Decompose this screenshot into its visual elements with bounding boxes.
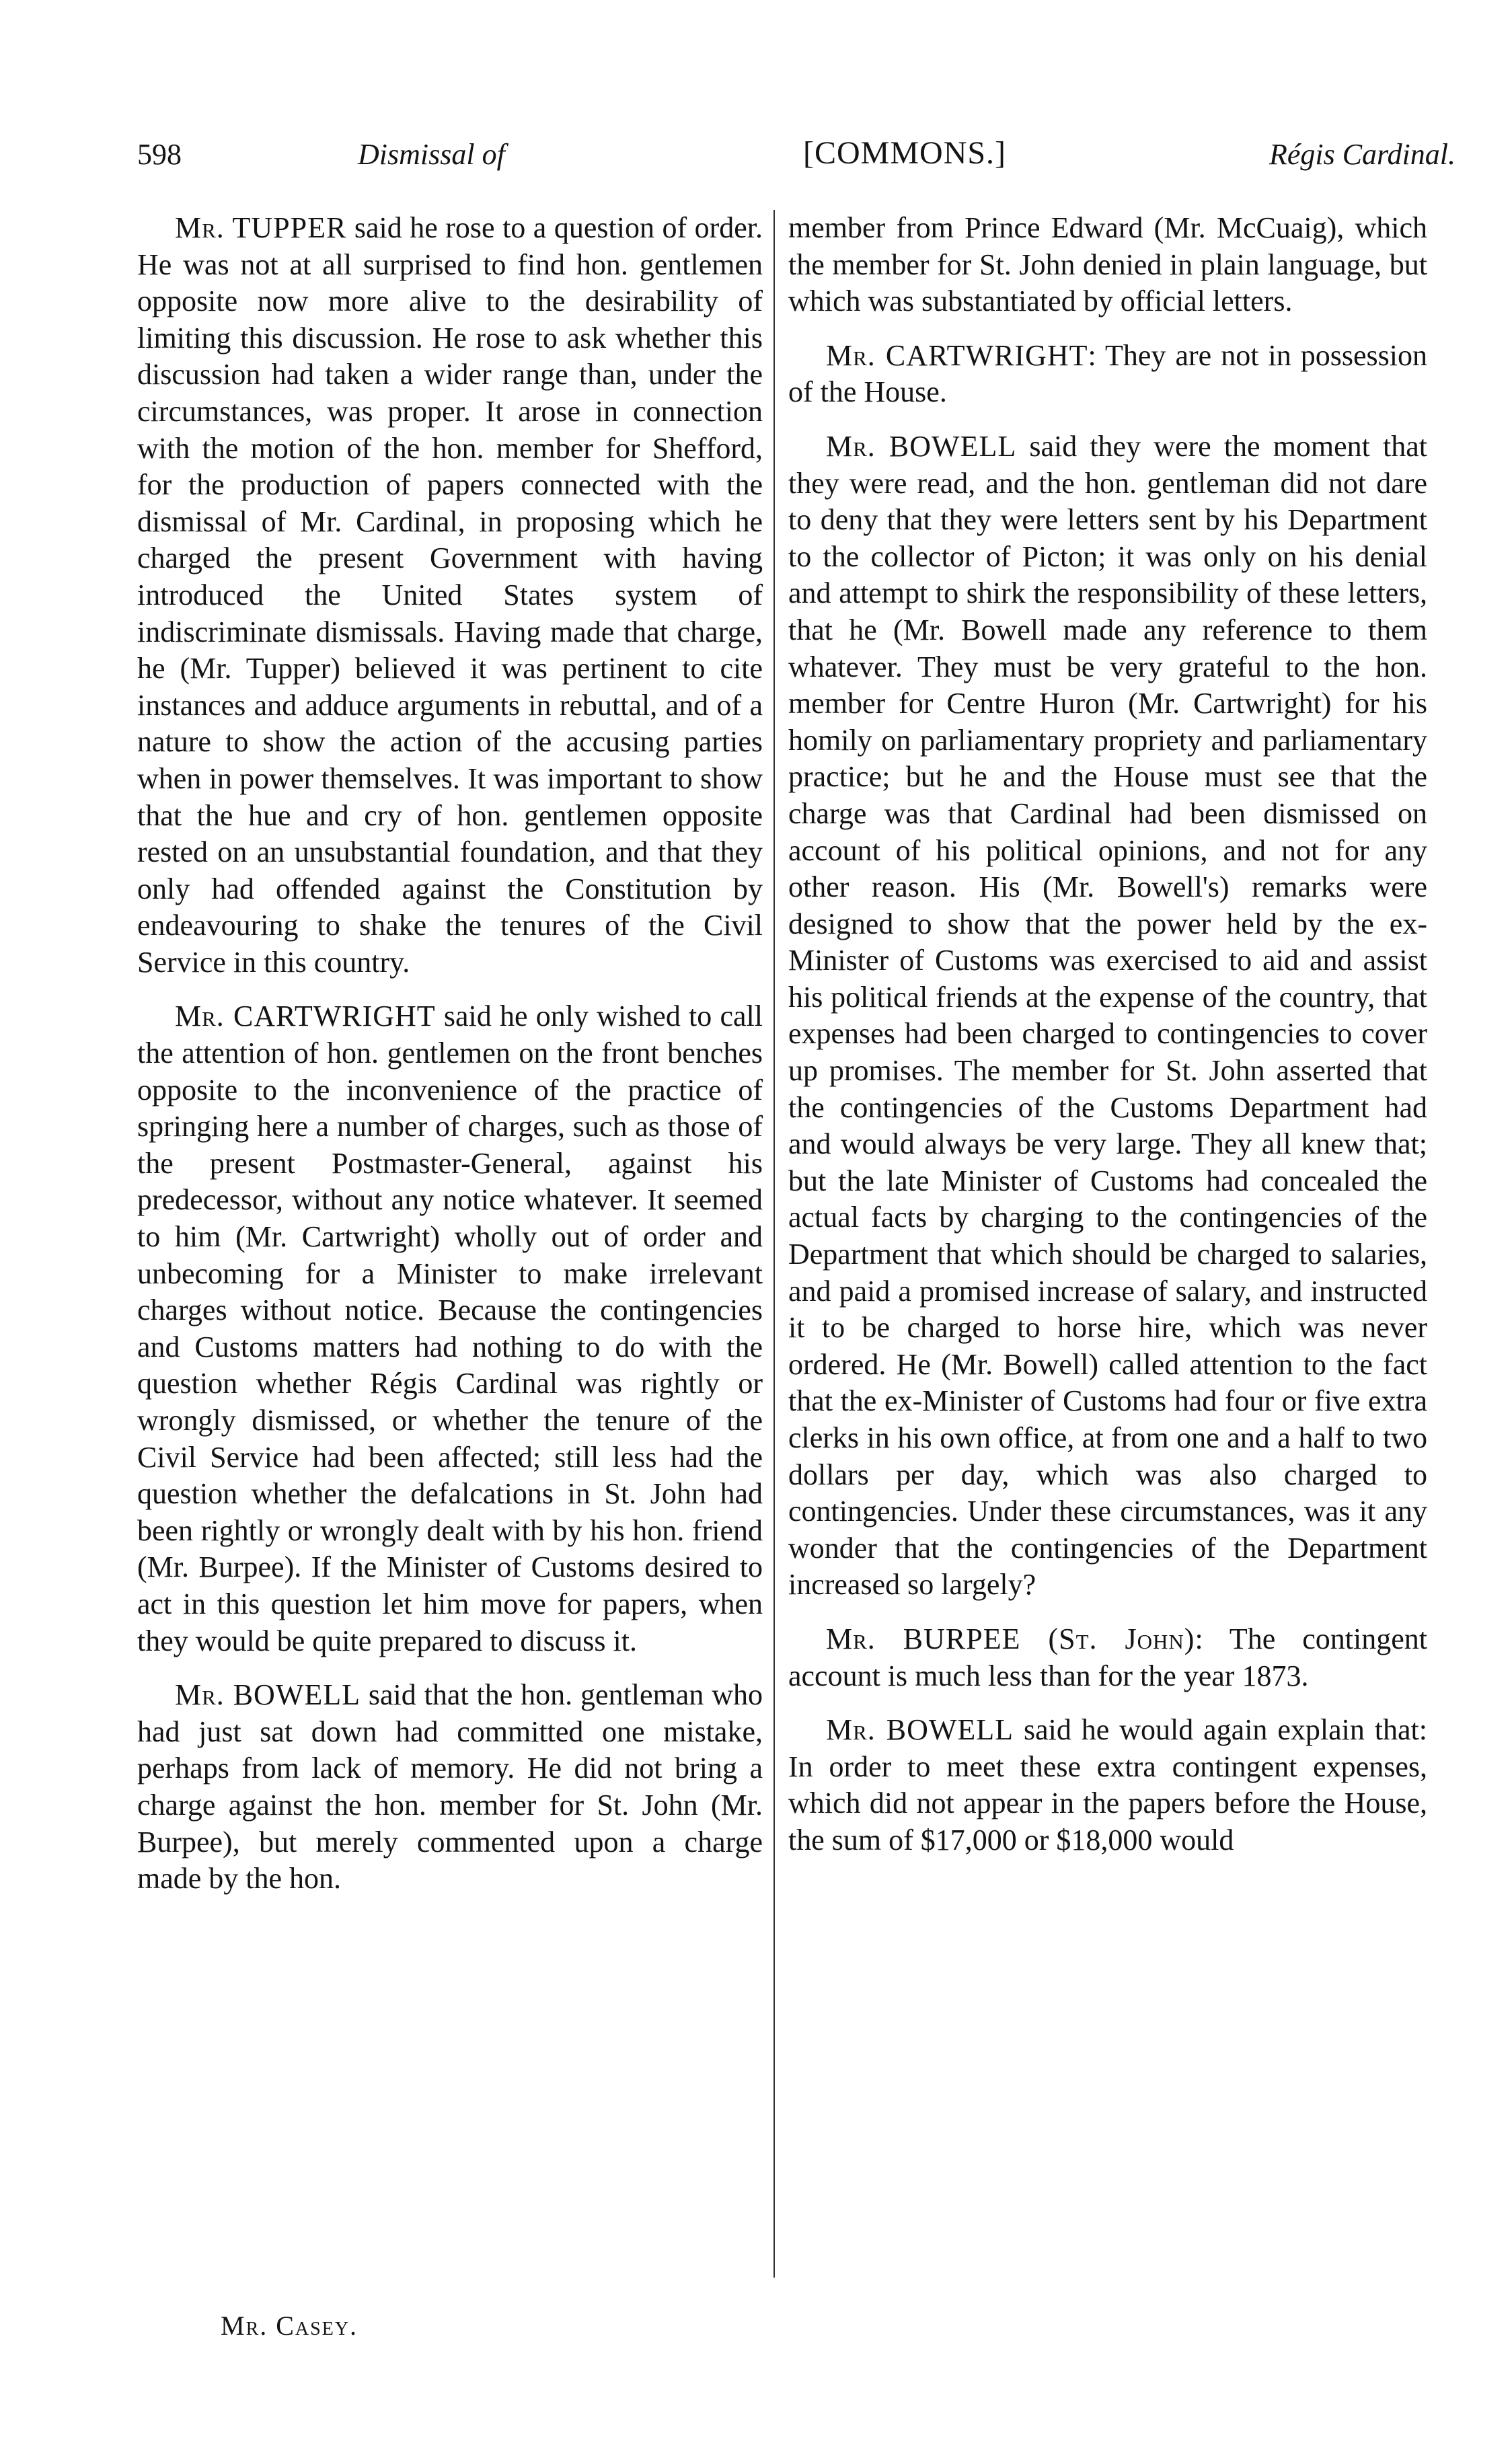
speaker-name: Mr. BOWELL: [826, 1713, 1014, 1747]
paragraph-text: said he only wished to call the attention of hon. gentlemen on the front benches opposite to the inconvenience of the practice of springing here a number of charges, such as those of the present Postmaster-General, against his predecessor, without any notice whatever. It seemed to him (Mr. Cartwright) wholly out of order and unbecoming for a Minister to make irrelevant charges without notice. Because the contingencies and Customs matters had nothing to do with the question whether Régis Cardinal was rightly or wrongly dismissed, or whether the tenure of the Civil Service had been affected; still less had the question whether the defalcations in St. John had been rightly or wrongly dealt with by his hon. friend (Mr. Burpee). If the Minister of Customs desired to act in this question let him move for papers, when they would be quite prepared to discuss it.: [137, 1000, 763, 1657]
page-header: [137, 132, 1456, 179]
speaker-name: Mr. CARTWRIGHT: [826, 338, 1088, 372]
running-title-center: [COMMONS.]: [803, 135, 1007, 171]
paragraph-cartwright: [788, 338, 1427, 411]
paragraph-cartwright: [137, 998, 763, 1659]
paragraph-bowell: [788, 428, 1427, 1604]
paragraph-text: said he rose to a question of order. He was not at all surprised to find hon. gentlemen opposite now more alive to the desirability of limiting this discussion. He rose to ask whether this discussion had taken a wider range than, under the circumstances, was proper. It arose in connection with the motion of the hon. member for Shefford, for the production of papers connected with the dismissal of Mr. Cardinal, in proposing which he charged the present Government with having introduced the United States system of indiscriminate dismissals. Having made that charge, he (Mr. Tupper) believed it was pertinent to cite instances and adduce arguments in rebuttal, and of a nature to show the action of the accusing parties when in power themselves. It was important to show that the hue and cry of hon. gentlemen opposite rested on an unsubstantial foundation, and that they only had offended against the Constitution by endeavouring to shake the tenures of the Civil Service in this country.: [137, 211, 763, 979]
speaker-name: Mr. BURPEE (St. John): [826, 1622, 1195, 1655]
paragraph-text: : They are not in possession of the House.: [788, 338, 1427, 409]
speaker-name: Mr. CARTWRIGHT: [175, 1000, 436, 1033]
page-number: 598: [137, 138, 182, 171]
paragraph-text: said he would again explain that: In order to meet these extra contingent expenses, which did not appear in the papers before the House, the sum of $17,000 or $18,000 would: [788, 1713, 1427, 1856]
paragraph-burpee: [788, 1621, 1427, 1694]
paragraph-tupper: [137, 210, 763, 981]
paragraph-bowell: [137, 1677, 763, 1898]
paragraph-text: member from Prince Edward (Mr. McCuaig), which the member for St. John denied in plain language, but which was substantiated by official letters.: [788, 211, 1427, 318]
running-title-left: Dismissal of: [358, 138, 505, 171]
left-column: [137, 210, 763, 1915]
speaker-name: Mr. TUPPER: [175, 211, 347, 244]
running-title-right: Régis Cardinal.: [1269, 138, 1456, 171]
paragraph-text: said that the hon. gentleman who had just sat down had committed one mistake, perhaps from lack of memory. He did not bring a charge against the hon. member for St. John (Mr. Burpee), but merely commented upon a charge made by the hon.: [137, 1678, 763, 1896]
paragraph-bowell: [788, 1712, 1427, 1859]
speaker-name: Mr. BOWELL: [175, 1678, 361, 1712]
paragraph-continued: [788, 210, 1427, 320]
catchword: Mr. Casey.: [221, 2311, 358, 2341]
column-divider: [773, 210, 775, 2278]
paragraph-text: : The contingent account is much less than for the year 1873.: [788, 1622, 1427, 1692]
right-column: [788, 210, 1427, 1877]
paragraph-text: said they were the moment that they were read, and the hon. gentleman did not dare to deny that they were letters sent by his Department to the collector of Picton; it was only on his denial and attempt to shirk the responsibility of these letters, that he (Mr. Bowell made any reference to them whatever. They must be very grateful to the hon. member for Centre Huron (Mr. Cartwright) for his homily on parliamentary propriety and parliamentary practice; but he and the House must see that the charge was that Cardinal had been dismissed on account of his political opinions, and not for any other reason. His (Mr. Bowell's) remarks were designed to show that the power held by the ex-Minister of Customs was exercised to aid and assist his political friends at the expense of the country, that expenses had been charged to contingencies to cover up promises. The member for St. John asserted that the contingencies of the Customs Department had and would always be very large. They all knew that; but the late Minister of Customs had concealed the actual facts by charging to the contingencies of the Department that which should be charged to salaries, and paid a promised increase of salary, and instructed it to be charged to horse hire, which was never ordered. He (Mr. Bowell) called attention to the fact that the ex-Minister of Customs had four or five extra clerks in his own office, at from one and a half to two dollars per day, which was also charged to contingencies. Under these circumstances, was it any wonder that the contingencies of the Department increased so largely?: [788, 429, 1427, 1602]
speaker-name: Mr. BOWELL: [826, 429, 1017, 463]
